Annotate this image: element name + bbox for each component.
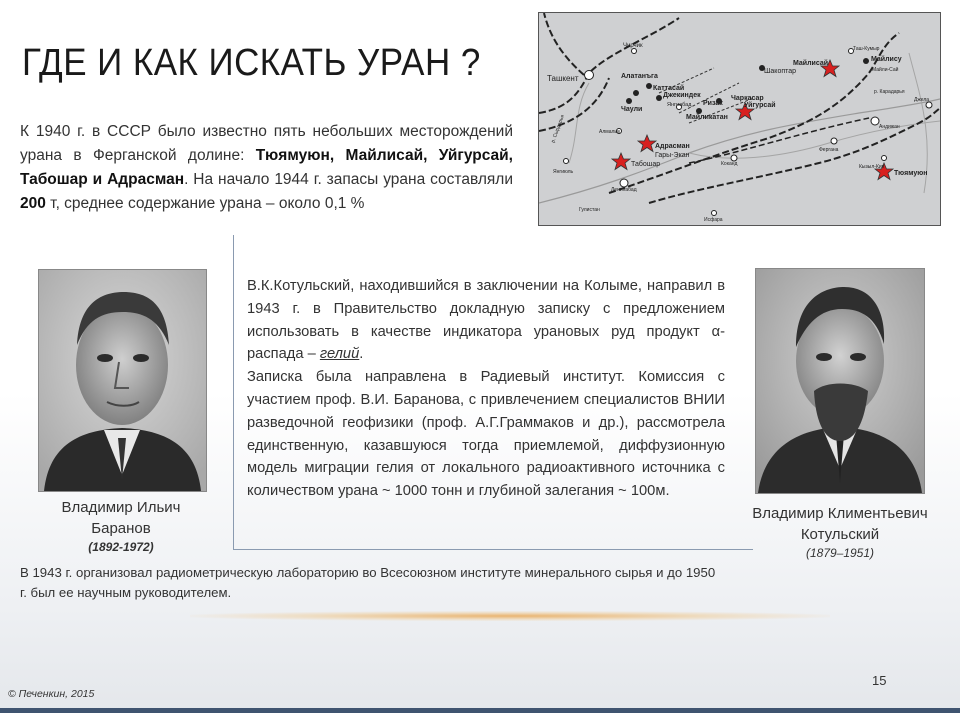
almalyk-label: Алмалык: [599, 129, 621, 135]
tyuyamuyun-label: Тюямуюн: [894, 170, 928, 177]
main-paragraph-1: [247, 275, 725, 366]
yangiyul-dot: [564, 159, 569, 164]
altyntau-dot: [633, 90, 639, 96]
uygursay-label: Уйгурсай: [744, 102, 776, 109]
kyzyl-kiya-label: Кызыл-Кия: [859, 164, 885, 170]
tash-kumyr-label: Таш-Кумыр: [853, 46, 880, 52]
chauli-dot: [626, 98, 632, 104]
tashkent-label: Ташкент: [547, 74, 579, 83]
baranov-years: (1892-1972): [88, 540, 154, 554]
footnote: В 1943 г. организовал радиометрическую лабораторию во Всесоюзном институте минерального сырья и до 1950 г. был ее научным руководителем.: [20, 565, 716, 600]
divider-vertical: [233, 235, 234, 550]
intro-text-1: К 1940 г. в СССР было известно пять небольших месторождений урана в Ферганской долине:: [20, 123, 513, 164]
mailisu-dot: [863, 58, 869, 64]
chirchik-dot: [632, 49, 637, 54]
page-title: ГДЕ И КАК ИСКАТЬ УРАН ?: [22, 42, 481, 84]
mailisay-label: Майлисай: [793, 60, 829, 67]
intro-paragraph: [20, 120, 513, 216]
bottom-bar: [0, 708, 960, 713]
tashkent-dot: [585, 71, 594, 80]
intro-text-3: т, среднее содержание урана – около 0,1 %: [45, 195, 365, 212]
taboshar-label: Табошар: [631, 161, 661, 168]
main-p1-end: .: [359, 346, 364, 363]
main-text: [247, 275, 725, 503]
baranov-name-line2: Баранов: [91, 520, 151, 537]
copyright: © Печенкин, 2015: [8, 688, 95, 700]
isfara-dot: [712, 211, 717, 216]
yangiyul-label: Янгиюль: [553, 169, 574, 175]
helium-link[interactable]: гелий: [319, 346, 360, 363]
altyntau-label: Алатанъга: [621, 73, 658, 80]
baranov-caption: [30, 497, 212, 555]
kotulsky-portrait: [755, 268, 925, 494]
mailikatan-label: Майликатан: [686, 114, 728, 121]
fergana-dot: [831, 138, 837, 144]
djalal-label: Джела: [914, 97, 930, 103]
rizak-label: Ризак: [703, 100, 723, 107]
gulistan-label: Гулистан: [579, 207, 600, 213]
divider-horizontal: [233, 549, 753, 550]
mailisay2-label: Майли-Сай: [872, 67, 899, 73]
andijan-dot: [871, 117, 879, 125]
kokand-label: Коканд: [721, 161, 738, 167]
kattasay-dot: [646, 83, 652, 89]
kattasay-label: Каттасай: [653, 85, 685, 92]
fergana-deposits-map: [538, 12, 941, 226]
isfara-label: Исфара: [704, 217, 723, 223]
map-svg: [539, 13, 940, 225]
deposit-names: Тюямуюн, Майлисай, Уйгурсай, Табошар и Адрасман: [20, 147, 513, 188]
dzhekindek-label: Джекиндек: [663, 92, 701, 99]
mailisu-label: Майлису: [871, 56, 902, 63]
main-p1-text: В.К.Котульский, находившийся в заключении на Колыме, направил в 1943 г. в Правительство докладную записку с предложением использовать в качестве индикатора урановых руд продукт α-распада –: [247, 278, 725, 363]
baranov-portrait-drawing: [39, 270, 206, 491]
andijan-label: Андижан: [879, 124, 900, 130]
fergana-label: Фергана: [819, 147, 839, 153]
syrdarya-label: р. Сырдарья: [550, 114, 566, 144]
baranov-portrait: [38, 269, 207, 492]
kotulsky-caption: [740, 503, 940, 561]
kotulsky-name-line1: Владимир Климентьевич: [752, 505, 928, 522]
kyzyl-kiya-dot: [882, 156, 887, 161]
main-paragraph-2: Записка была направлена в Радиевый институт. Комиссия с участием проф. В.И. Баранова, с привлечением специалистов ВНИИ разведочной геофизики (проф. А.Г.Граммаков и др.), рассмотрела единственную, казавшуюся тогда приемлемой, диффузионную модель миграции гелия от локального радиоактивного источника с количеством урана ~ 1000 тонн и глубиной залегания ~ 100м.: [247, 369, 725, 500]
kotulsky-years: (1879–1951): [805, 546, 875, 560]
kotulsky-portrait-drawing: [756, 269, 924, 493]
reserve-amount: 200: [20, 195, 46, 212]
yangiabad-label: Янгиабад: [667, 102, 692, 108]
page-number: 15: [872, 673, 887, 688]
chauli-label: Чаули: [621, 106, 643, 113]
shakoptar-label: Шакоптар: [764, 68, 797, 75]
karadarya-label: р. Карадарья: [874, 89, 905, 95]
baranov-name-line1: Владимир Ильич: [61, 499, 181, 516]
kotulsky-name-line2: Котульский: [800, 526, 880, 543]
charkasar-label: Чаркасар: [731, 95, 764, 102]
leninabad-label: Ленинабад: [611, 187, 637, 193]
leninabad-dot: [620, 179, 628, 187]
adrasman-label: Адрасман: [655, 143, 690, 150]
dzhekindek-dot: [656, 95, 662, 101]
decorative-divider: [190, 611, 830, 621]
gary-ekan-label: Гары-Экан: [655, 152, 690, 159]
chirchik-label: Чирчик: [623, 43, 643, 49]
intro-text-2: . На начало 1944 г. запасы урана составляли: [184, 171, 513, 188]
